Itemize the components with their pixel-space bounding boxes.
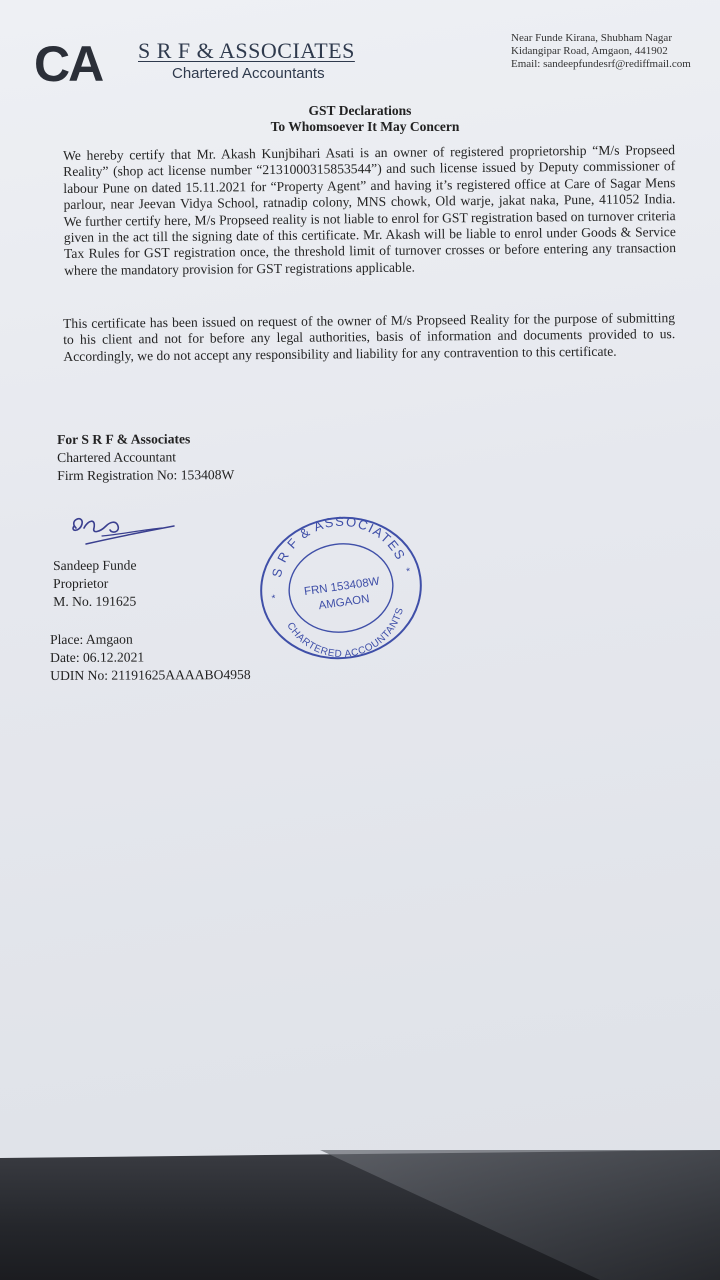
place-line: Place: Amgaon [50, 631, 133, 647]
place-date-block [50, 630, 251, 685]
svg-text:S R F & ASSOCIATES [262, 512, 410, 581]
disclaimer-paragraph: This certificate has been issued on request of the owner of M/s Propseed Reality for the purpose of submitting to his client and not for before any legal authorities, basis of information and documents provided to us. Accordingly, we do not accept any responsibility and liability for any contravention to this certificate. [63, 310, 676, 364]
signer-name: Sandeep Funde [53, 557, 137, 573]
signoff-block [57, 430, 234, 485]
document-subtitle: To Whomsoever It May Concern [270, 119, 460, 134]
signer-title: Proprietor [53, 575, 109, 591]
stamp-city: AMGAON [317, 593, 371, 613]
stamp-star-right: * [405, 566, 412, 578]
address-line-2: Kidangipar Road, Amgaon, 441902 [511, 45, 668, 57]
handwritten-signature [62, 506, 182, 556]
firm-name: S R F & ASSOCIATES [138, 38, 355, 63]
signer-membership: M. No. 191625 [53, 593, 137, 609]
email-line: Email: sandeepfundesrf@rediffmail.com [511, 58, 691, 70]
signoff-for-line: For S R F & Associates [57, 431, 191, 447]
certificate-paragraph: We hereby certify that Mr. Akash Kunjbihari Asati is an owner of registered proprietorship “M/s Propseed Reality” (shop act license number “2131000315853544”) and such license issued by Deputy commissioner of labour Pune on dated 15.11.2021 for “Property Agent” and having it’s registered office at Care of Sagar Mens parlour, near Jeevan Vidya School, ratnadip colony, MNS chowk, Old warje, jakat naka, Pune, 411052 India. We further certify here, M/s Propseed reality is not liable to enrol for GST registration based on turnover criteria given in the act till the signing date of this certificate. Mr. Akash will be liable to enrol under Goods & Service Tax Rules for GST registration once, the threshold limit of turnover crosses or before entering any transaction where the mandatory provision for GST registrations applicable. [63, 142, 677, 278]
stamp-frn: FRN 153408W [303, 575, 381, 599]
signer-block [53, 557, 137, 611]
stamp-bottom-text: CHARTERED ACCOUNTANTS [284, 606, 407, 660]
address-line-1: Near Funde Kirana, Shubham Nagar [511, 32, 672, 44]
stamp-top-text: S R F & ASSOCIATES [268, 513, 409, 579]
firm-registration: Firm Registration No: 153408W [57, 467, 235, 483]
document-title: GST Declarations [308, 103, 412, 118]
firm-rubber-stamp [258, 512, 424, 660]
firm-subtitle: Chartered Accountants [172, 65, 325, 82]
date-line: Date: 06.12.2021 [50, 649, 145, 665]
stamp-star-left: * [271, 593, 277, 605]
signoff-role: Chartered Accountant [57, 449, 177, 465]
udin-line: UDIN No: 21191625AAAABO4958 [50, 666, 251, 683]
ca-logo: CA [34, 36, 103, 92]
